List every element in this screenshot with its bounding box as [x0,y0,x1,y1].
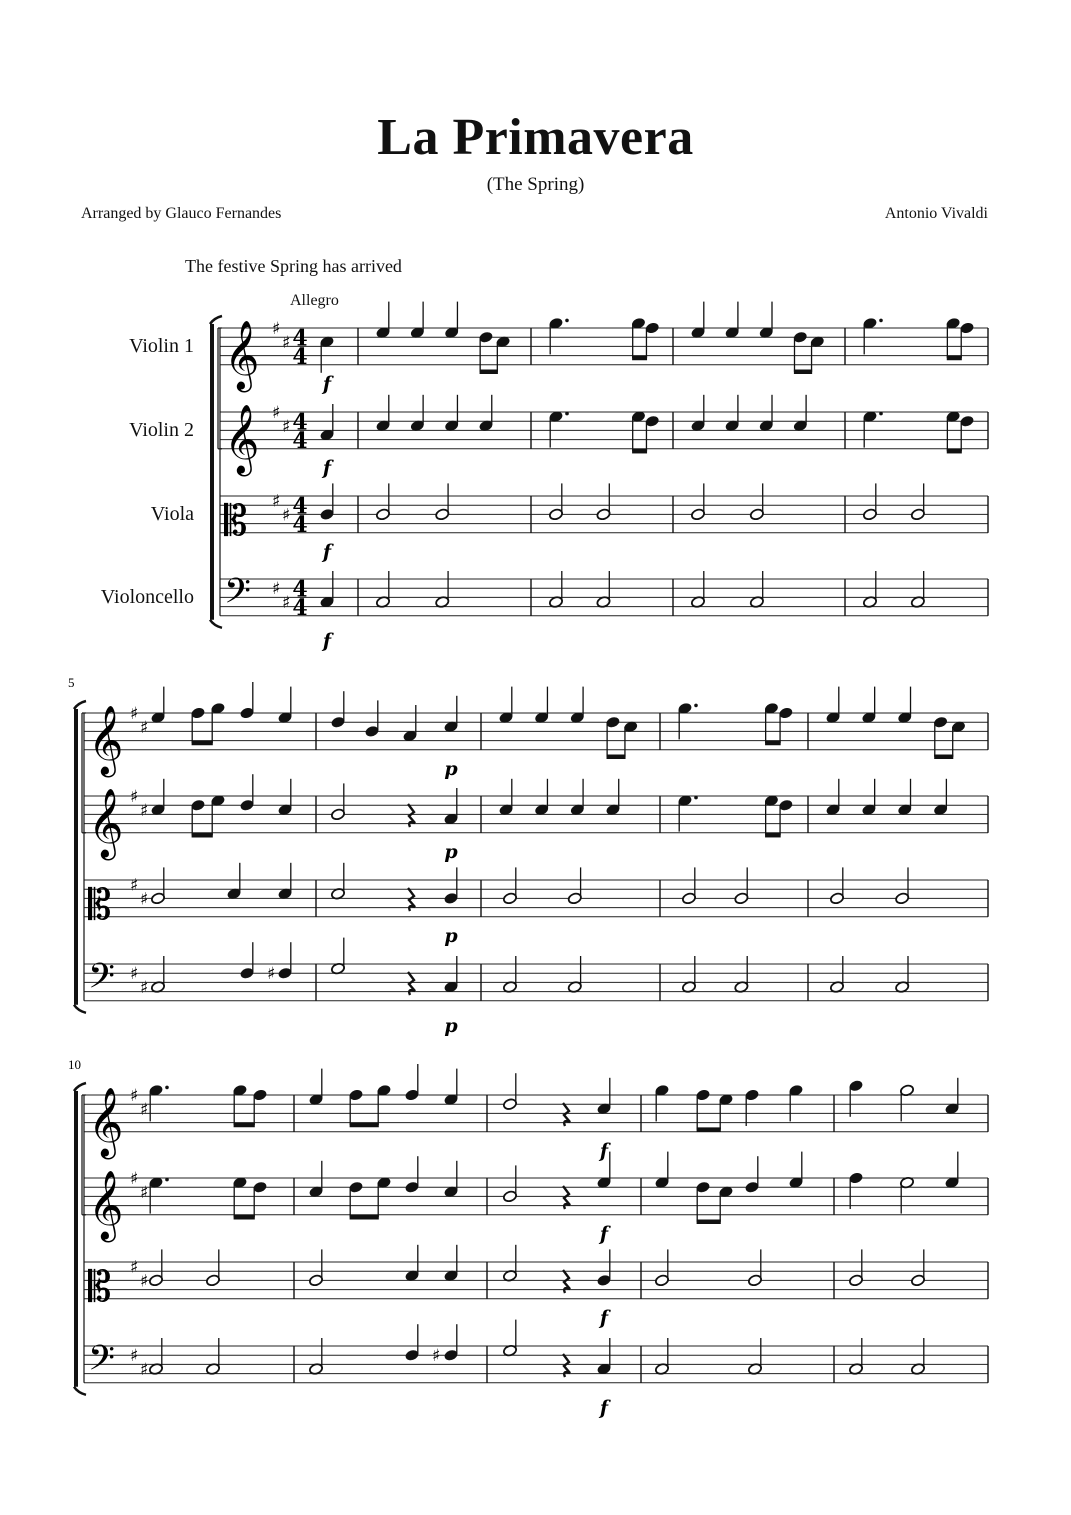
composer-credit: Antonio Vivaldi [884,205,988,222]
sharp-accidental: ♯ [140,1360,149,1380]
instrument-label-viola: Viola [150,503,194,525]
bass-clef: 𝄢 [88,955,116,1005]
bracket-top-hook [74,1083,86,1091]
sharp-accidental: ♯ [140,1182,149,1203]
treble-clef: 𝄞 [224,403,260,474]
sharp-accidental: ♯ [140,889,149,910]
sharp-accidental: ♯ [130,1086,139,1106]
sharp-accidental: ♯ [130,875,139,896]
dynamic-marking: f [322,457,332,479]
sharp-accidental: ♯ [130,964,139,985]
time-signature-top: 4 [292,325,308,352]
alto-clef: 𝄡 [88,879,112,929]
time-signature-bottom: 4 [292,511,308,538]
dynamic-marking: p [444,1015,458,1037]
instrument-label-violoncello: Violoncello [100,586,194,608]
treble-clef: 𝄞 [88,1086,124,1157]
sharp-accidental: ♯ [130,1257,139,1278]
sharp-accidental: ♯ [267,964,276,985]
treble-clef: 𝄞 [88,1169,124,1240]
time-signature-bottom: 4 [292,594,308,621]
sharp-accidental: ♯ [140,1271,149,1292]
bass-clef: 𝄢 [88,1337,116,1387]
sharp-accidental: ♯ [130,1346,139,1367]
sharp-accidental: ♯ [272,319,281,339]
time-signature-top: 4 [292,576,308,603]
measure-number: 10 [68,1057,81,1072]
sharp-accidental: ♯ [432,1346,441,1367]
augmentation-dot [565,412,569,416]
sharp-accidental: ♯ [130,704,139,724]
treble-clef: 𝄞 [88,787,124,858]
sharp-accidental: ♯ [272,403,281,423]
sharp-accidental: ♯ [282,505,291,526]
sharp-accidental: ♯ [282,593,291,613]
dynamic-marking: p [444,925,458,947]
time-signature-bottom: 4 [292,427,308,454]
time-signature-top: 4 [292,493,308,520]
sharp-accidental: ♯ [140,800,149,821]
dynamic-marking: f [599,1307,609,1329]
alto-clef: 𝄡 [88,1261,112,1311]
dynamic-marking: f [599,1140,609,1162]
score-subtitle: (The Spring) [486,174,585,195]
dynamic-marking: f [599,1397,609,1419]
score-title: La Primavera [377,109,694,166]
augmentation-dot [165,1178,169,1182]
time-signature-top: 4 [292,409,308,436]
treble-clef: 𝄞 [88,704,124,775]
treble-clef: 𝄞 [224,319,260,390]
augmentation-dot [879,412,883,416]
bracket-bottom-hook [74,1005,86,1013]
sharp-accidental: ♯ [140,717,149,738]
sharp-accidental: ♯ [140,1099,149,1120]
measure-number: 5 [68,675,75,690]
bass-clef: 𝄢 [224,570,252,620]
dynamic-marking: f [322,373,332,395]
tempo-marking: Allegro [290,292,339,309]
sharp-accidental: ♯ [272,491,281,512]
augmentation-dot [565,319,569,323]
sharp-accidental: ♯ [130,787,139,807]
sharp-accidental: ♯ [140,978,149,998]
dynamic-marking: f [322,630,332,652]
sharp-accidental: ♯ [282,332,291,353]
augmentation-dot [879,319,883,323]
dynamic-marking: p [444,758,458,780]
dynamic-marking: f [322,541,332,563]
arranger-credit: Arranged by Glauco Fernandes [81,205,282,222]
alto-clef: 𝄡 [224,495,248,545]
instrument-label-violin-1: Violin 1 [129,335,194,357]
instrument-label-violin-2: Violin 2 [129,419,194,441]
bracket-bottom-hook [74,1387,86,1395]
bracket-bottom-hook [210,620,222,628]
augmentation-dot [694,796,698,800]
sharp-accidental: ♯ [282,416,291,437]
time-signature-bottom: 4 [292,343,308,370]
sharp-accidental: ♯ [130,1169,139,1189]
section-text: The festive Spring has arrived [185,256,402,276]
bracket-top-hook [210,316,222,324]
sharp-accidental: ♯ [272,579,281,600]
bracket-top-hook [74,701,86,709]
augmentation-dot [694,704,698,708]
dynamic-marking: p [444,841,458,863]
dynamic-marking: f [599,1223,609,1245]
augmentation-dot [165,1086,169,1090]
